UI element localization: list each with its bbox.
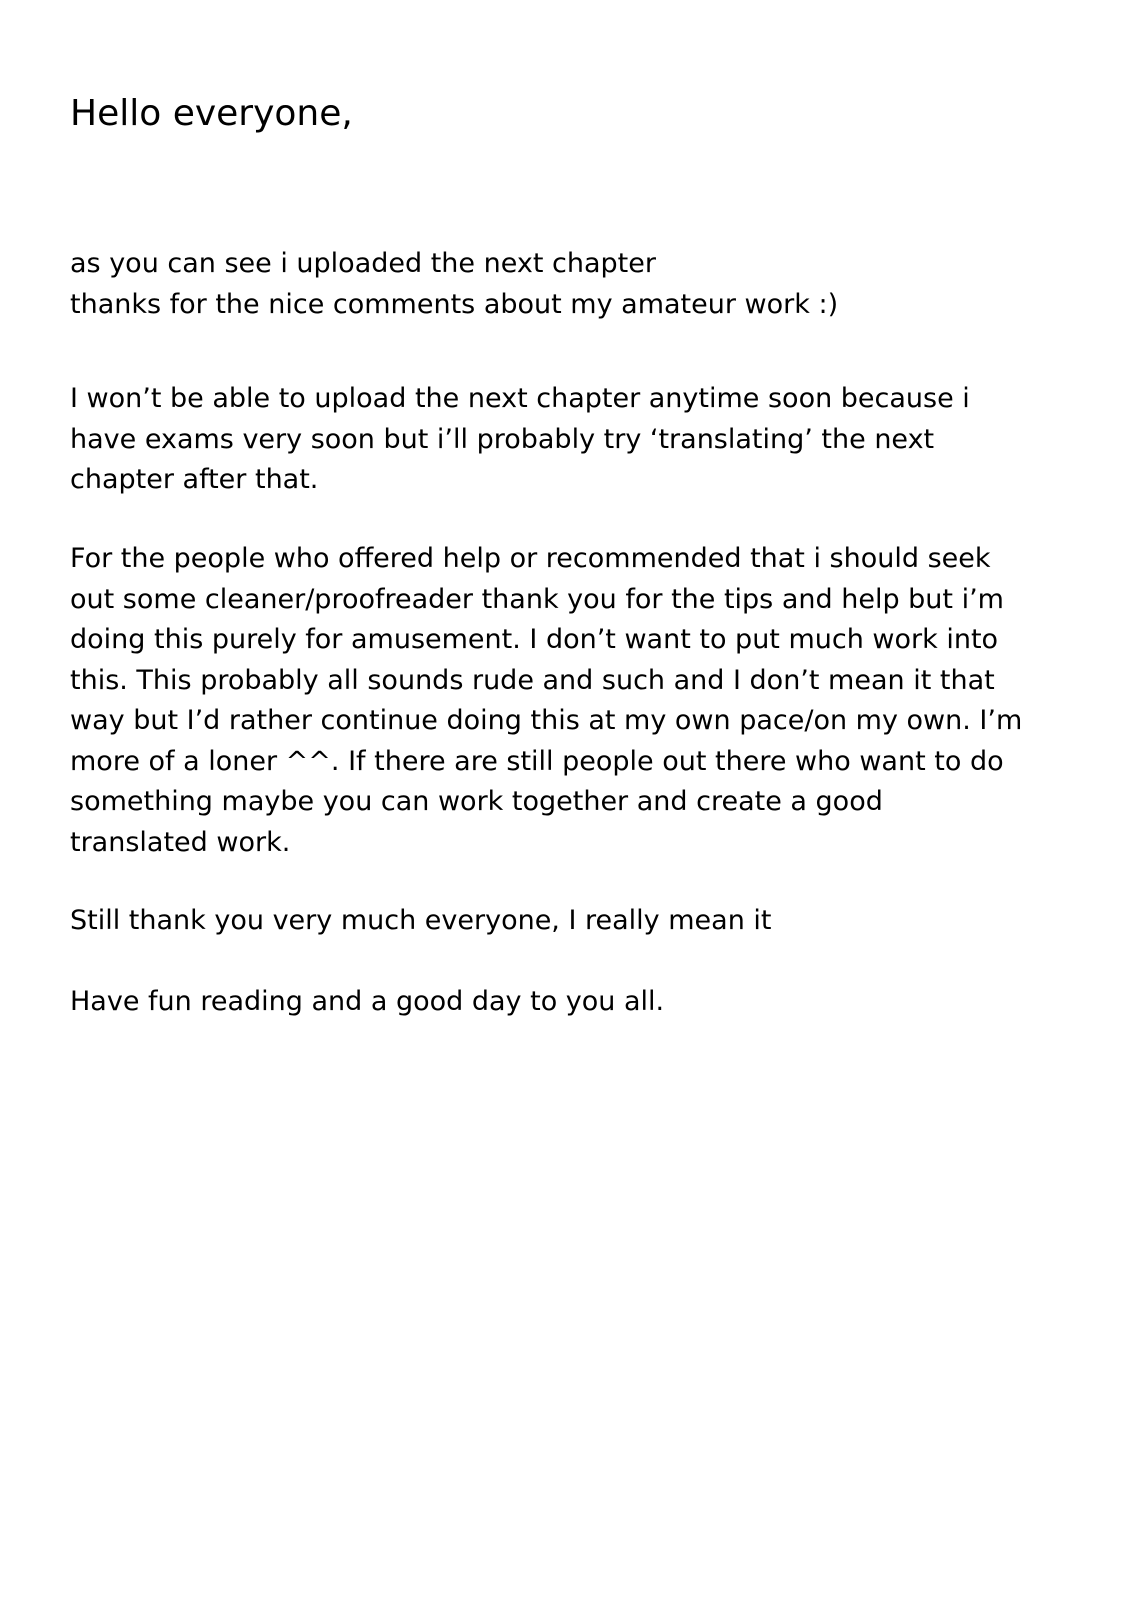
greeting-heading: Hello everyone,	[70, 93, 353, 134]
paragraph-line: Have fun reading and a good day to you all.	[70, 986, 665, 1017]
paragraph-line: doing this purely for amusement. I don’t want to put much work into	[70, 624, 999, 655]
paragraph-line: chapter after that.	[70, 464, 319, 495]
paragraph-line: as you can see i uploaded the next chapter	[70, 248, 656, 279]
paragraph-line: I won’t be able to upload the next chapter anytime soon because i	[70, 383, 970, 414]
paragraph-line: For the people who offered help or recommended that i should seek	[70, 543, 991, 574]
paragraph-upload-note	[70, 244, 838, 325]
paragraph-line: Still thank you very much everyone, I really mean it	[70, 905, 772, 936]
paragraph-line: more of a loner ^^. If there are still people out there who want to do	[70, 745, 1004, 777]
paragraph-closing	[70, 982, 664, 1023]
paragraph-line: translated work.	[70, 826, 291, 858]
paragraph-line: thanks for the nice comments about my amateur work :)	[70, 288, 839, 320]
paragraph-exams-note	[70, 379, 970, 501]
paragraph-line: out some cleaner/proofreader thank you for the tips and help but i’m	[70, 583, 1004, 615]
paragraph-thanks	[70, 901, 772, 942]
paragraph-line: way but I’d rather continue doing this at my own pace/on my own. I’m	[70, 705, 1023, 736]
paragraph-line: have exams very soon but i’ll probably try ‘translating’ the next	[70, 423, 935, 455]
paragraph-line: this. This probably all sounds rude and such and I don’t mean it that	[70, 664, 995, 696]
paragraph-line: something maybe you can work together and create a good	[70, 786, 883, 817]
paragraph-help-offers	[70, 539, 1022, 863]
